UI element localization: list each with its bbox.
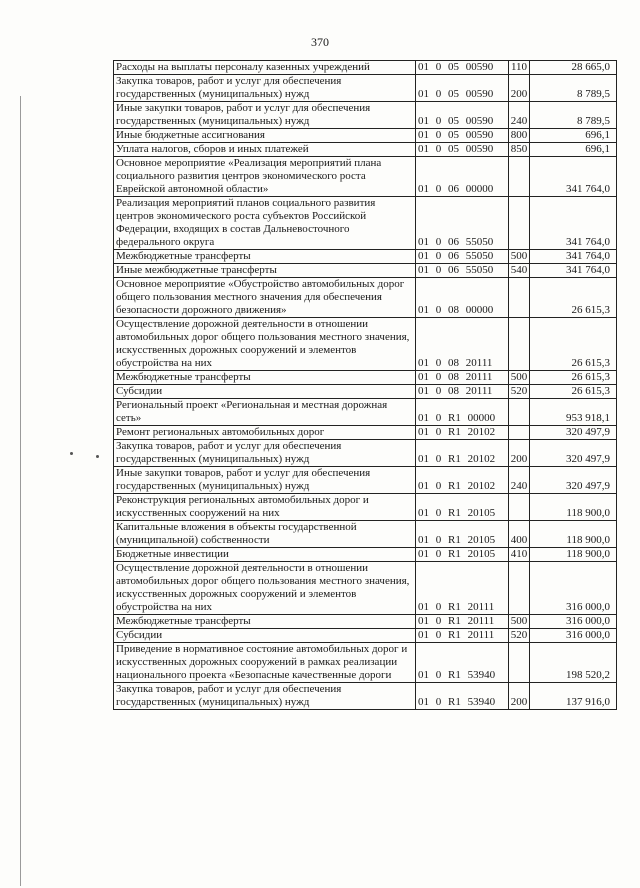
table-row — [114, 75, 617, 102]
row-expense-type-cell: 410 — [509, 548, 530, 562]
row-name-cell: Субсидии — [114, 629, 416, 643]
margin-scan-line — [20, 96, 21, 886]
row-name-cell: Закупка товаров, работ и услуг для обеспечения государственных (муниципальных) нужд — [114, 75, 416, 102]
row-expense-type-cell — [509, 426, 530, 440]
table-row — [114, 440, 617, 467]
row-expense-type-cell — [509, 157, 530, 197]
row-expense-type-cell: 200 — [509, 75, 530, 102]
row-name-cell: Иные бюджетные ассигнования — [114, 129, 416, 143]
row-amount-cell: 26 615,3 — [530, 371, 617, 385]
row-expense-type-cell: 520 — [509, 629, 530, 643]
row-amount-cell: 953 918,1 — [530, 399, 617, 426]
row-amount-cell: 320 497,9 — [530, 467, 617, 494]
row-name-cell: Иные закупки товаров, работ и услуг для обеспечения государственных (муниципальных) нужд — [114, 102, 416, 129]
row-name-cell: Основное мероприятие «Реализация мероприятий плана социального развития центров экономического роста Еврейской автономной области» — [114, 157, 416, 197]
row-code-cell: 01 0 08 20111 — [416, 318, 509, 371]
table-row — [114, 494, 617, 521]
row-name-cell: Приведение в нормативное состояние автомобильных дорог и искусственных дорожных сооружений в рамках реализации национального проекта «Безопасные качественные дороги — [114, 643, 416, 683]
row-name-cell: Ремонт региональных автомобильных дорог — [114, 426, 416, 440]
row-code-cell: 01 0 R1 20111 — [416, 562, 509, 615]
row-code-cell: 01 0 R1 20102 — [416, 467, 509, 494]
row-code-cell: 01 0 R1 20105 — [416, 521, 509, 548]
row-expense-type-cell: 850 — [509, 143, 530, 157]
row-name-cell: Капитальные вложения в объекты государственной (муниципальной) собственности — [114, 521, 416, 548]
row-code-cell: 01 0 R1 20111 — [416, 615, 509, 629]
row-code-cell: 01 0 08 20111 — [416, 385, 509, 399]
row-amount-cell: 320 497,9 — [530, 426, 617, 440]
row-code-cell: 01 0 R1 20105 — [416, 548, 509, 562]
table-row — [114, 318, 617, 371]
table-row — [114, 629, 617, 643]
row-amount-cell: 26 615,3 — [530, 278, 617, 318]
row-amount-cell: 696,1 — [530, 143, 617, 157]
budget-table — [113, 60, 617, 710]
table-row — [114, 562, 617, 615]
row-code-cell: 01 0 05 00590 — [416, 75, 509, 102]
row-code-cell: 01 0 08 00000 — [416, 278, 509, 318]
table-row — [114, 385, 617, 399]
row-expense-type-cell: 400 — [509, 521, 530, 548]
row-amount-cell: 8 789,5 — [530, 75, 617, 102]
table-row — [114, 61, 617, 75]
row-name-cell: Основное мероприятие «Обустройство автомобильных дорог общего пользования местного значения для обеспечения безопасности дорожного движения» — [114, 278, 416, 318]
row-expense-type-cell — [509, 399, 530, 426]
table-row — [114, 197, 617, 250]
table-row — [114, 371, 617, 385]
row-expense-type-cell — [509, 494, 530, 521]
row-name-cell: Уплата налогов, сборов и иных платежей — [114, 143, 416, 157]
row-code-cell: 01 0 05 00590 — [416, 143, 509, 157]
row-code-cell: 01 0 08 20111 — [416, 371, 509, 385]
row-amount-cell: 320 497,9 — [530, 440, 617, 467]
table-row — [114, 548, 617, 562]
row-code-cell: 01 0 05 00590 — [416, 102, 509, 129]
row-amount-cell: 341 764,0 — [530, 264, 617, 278]
row-amount-cell: 26 615,3 — [530, 385, 617, 399]
row-amount-cell: 341 764,0 — [530, 157, 617, 197]
table-row — [114, 426, 617, 440]
table-row — [114, 278, 617, 318]
row-amount-cell: 28 665,0 — [530, 61, 617, 75]
row-code-cell: 01 0 R1 20102 — [416, 440, 509, 467]
row-expense-type-cell: 520 — [509, 385, 530, 399]
row-expense-type-cell: 540 — [509, 264, 530, 278]
row-code-cell: 01 0 06 00000 — [416, 157, 509, 197]
row-amount-cell: 118 900,0 — [530, 548, 617, 562]
row-amount-cell: 341 764,0 — [530, 250, 617, 264]
row-code-cell: 01 0 R1 53940 — [416, 643, 509, 683]
row-name-cell: Реконструкция региональных автомобильных дорог и искусственных сооружений на них — [114, 494, 416, 521]
row-amount-cell: 118 900,0 — [530, 494, 617, 521]
row-name-cell: Бюджетные инвестиции — [114, 548, 416, 562]
row-code-cell: 01 0 R1 20111 — [416, 629, 509, 643]
row-expense-type-cell: 500 — [509, 615, 530, 629]
row-amount-cell: 316 000,0 — [530, 615, 617, 629]
row-amount-cell: 696,1 — [530, 129, 617, 143]
row-name-cell: Осуществление дорожной деятельности в отношении автомобильных дорог общего пользования местного значения, искусственных дорожных сооружений и элементов обустройства на них — [114, 562, 416, 615]
table-row — [114, 157, 617, 197]
row-amount-cell: 341 764,0 — [530, 197, 617, 250]
row-name-cell: Межбюджетные трансферты — [114, 371, 416, 385]
page-number: 370 — [311, 35, 329, 49]
row-amount-cell: 8 789,5 — [530, 102, 617, 129]
row-expense-type-cell — [509, 278, 530, 318]
row-expense-type-cell: 240 — [509, 467, 530, 494]
row-expense-type-cell — [509, 197, 530, 250]
row-expense-type-cell: 240 — [509, 102, 530, 129]
table-row — [114, 615, 617, 629]
row-name-cell: Осуществление дорожной деятельности в отношении автомобильных дорог общего пользования местного значения, искусственных дорожных сооружений и элементов обустройства на них — [114, 318, 416, 371]
budget-table-body — [114, 61, 617, 710]
row-expense-type-cell: 200 — [509, 683, 530, 710]
row-expense-type-cell — [509, 318, 530, 371]
row-code-cell: 01 0 06 55050 — [416, 197, 509, 250]
row-expense-type-cell: 110 — [509, 61, 530, 75]
row-code-cell: 01 0 06 55050 — [416, 250, 509, 264]
table-row — [114, 129, 617, 143]
row-code-cell: 01 0 R1 53940 — [416, 683, 509, 710]
row-amount-cell: 118 900,0 — [530, 521, 617, 548]
row-name-cell: Реализация мероприятий планов социального развития центров экономического роста субъектов Российской Федерации, входящих в состав Дальневосточного федерального округа — [114, 197, 416, 250]
table-row — [114, 683, 617, 710]
row-name-cell: Иные закупки товаров, работ и услуг для обеспечения государственных (муниципальных) нужд — [114, 467, 416, 494]
scan-speck — [70, 452, 73, 455]
table-row — [114, 399, 617, 426]
row-amount-cell: 316 000,0 — [530, 562, 617, 615]
table-row — [114, 521, 617, 548]
row-name-cell: Закупка товаров, работ и услуг для обеспечения государственных (муниципальных) нужд — [114, 683, 416, 710]
row-expense-type-cell: 200 — [509, 440, 530, 467]
table-row — [114, 102, 617, 129]
table-row — [114, 143, 617, 157]
row-name-cell: Субсидии — [114, 385, 416, 399]
row-name-cell: Расходы на выплаты персоналу казенных учреждений — [114, 61, 416, 75]
table-row — [114, 250, 617, 264]
row-expense-type-cell: 800 — [509, 129, 530, 143]
row-amount-cell: 316 000,0 — [530, 629, 617, 643]
scan-speck — [96, 455, 99, 458]
row-expense-type-cell — [509, 643, 530, 683]
row-name-cell: Иные межбюджетные трансферты — [114, 264, 416, 278]
row-code-cell: 01 0 R1 20102 — [416, 426, 509, 440]
row-expense-type-cell: 500 — [509, 371, 530, 385]
row-amount-cell: 26 615,3 — [530, 318, 617, 371]
row-code-cell: 01 0 05 00590 — [416, 61, 509, 75]
row-name-cell: Межбюджетные трансферты — [114, 250, 416, 264]
table-row — [114, 643, 617, 683]
row-amount-cell: 198 520,2 — [530, 643, 617, 683]
row-expense-type-cell — [509, 562, 530, 615]
row-code-cell: 01 0 R1 20105 — [416, 494, 509, 521]
table-row — [114, 264, 617, 278]
row-name-cell: Региональный проект «Региональная и местная дорожная сеть» — [114, 399, 416, 426]
row-code-cell: 01 0 06 55050 — [416, 264, 509, 278]
row-amount-cell: 137 916,0 — [530, 683, 617, 710]
row-name-cell: Закупка товаров, работ и услуг для обеспечения государственных (муниципальных) нужд — [114, 440, 416, 467]
row-name-cell: Межбюджетные трансферты — [114, 615, 416, 629]
row-code-cell: 01 0 05 00590 — [416, 129, 509, 143]
row-expense-type-cell: 500 — [509, 250, 530, 264]
table-row — [114, 467, 617, 494]
row-code-cell: 01 0 R1 00000 — [416, 399, 509, 426]
